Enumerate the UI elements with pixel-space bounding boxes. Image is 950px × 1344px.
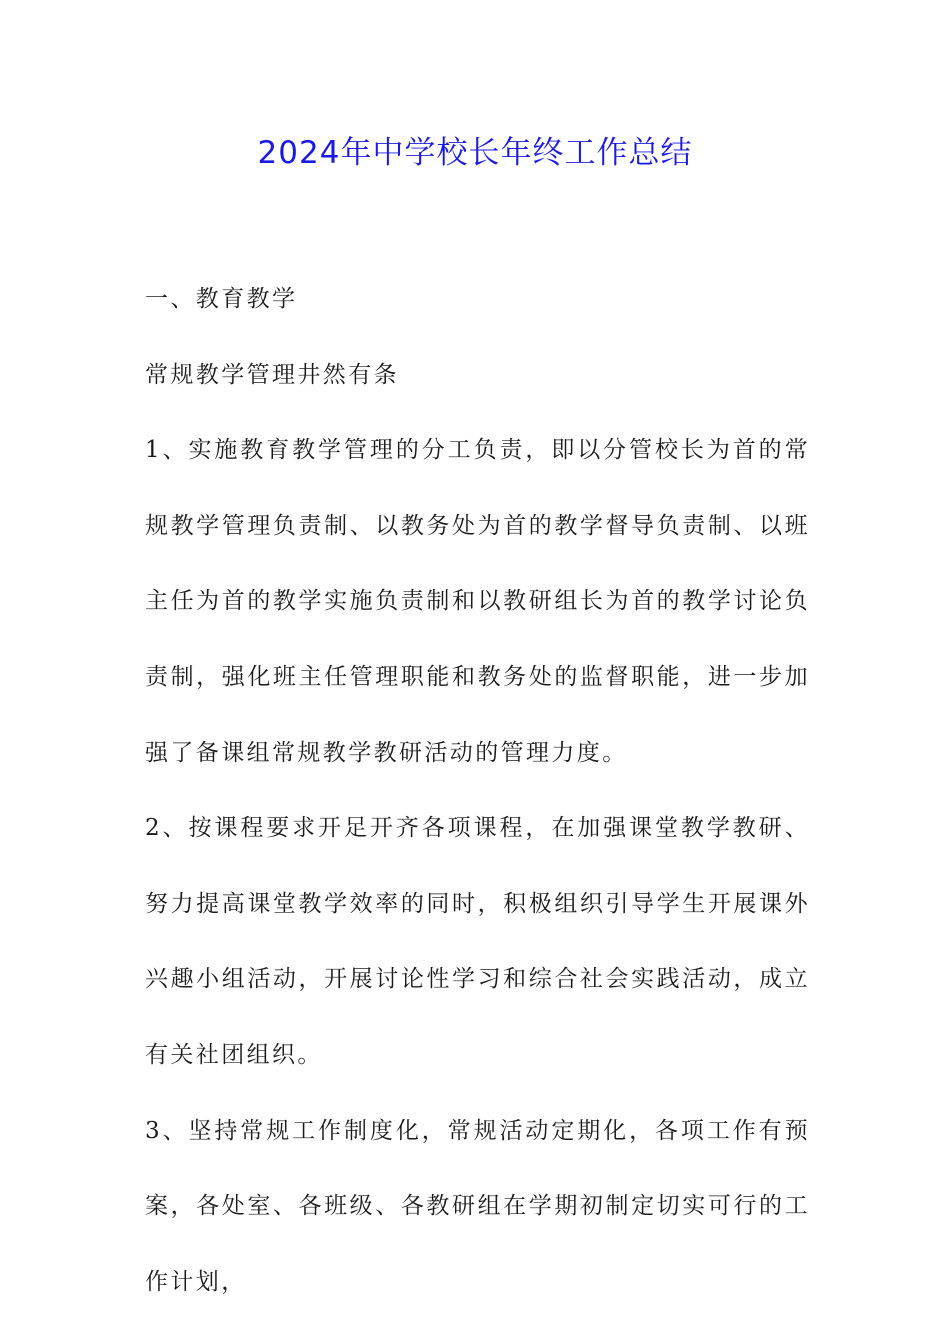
paragraph-1: 1、实施教育教学管理的分工负责，即以分管校长为首的常规教学管理负责制、以教务处为首的教学督导负责制、以班主任为首的教学实施负责制和以教研组长为首的教学讨论负责制，强化班主任管理职能和教务处的监督职能，进一步加强了备课组常规教学教研活动的管理力度。 (145, 437, 810, 766)
document-title: 2024年中学校长年终工作总结 (257, 135, 693, 171)
document-body (145, 262, 810, 1320)
section-heading: 一、教育教学 (145, 286, 298, 312)
sub-heading: 常规教学管理井然有条 (145, 361, 399, 388)
paragraph-2: 2、按课程要求开足开齐各项课程，在加强课堂教学教研、努力提高课堂教学效率的同时，积极组织引导学生开展课外兴趣小组活动，开展讨论性学习和综合社会实践活动，成立有关社团组织。 (145, 815, 810, 1068)
paragraph-3: 3、坚持常规工作制度化，常规活动定期化，各项工作有预案，各处室、各班级、各教研组在学期初制定切实可行的工作计划， (145, 1117, 810, 1295)
